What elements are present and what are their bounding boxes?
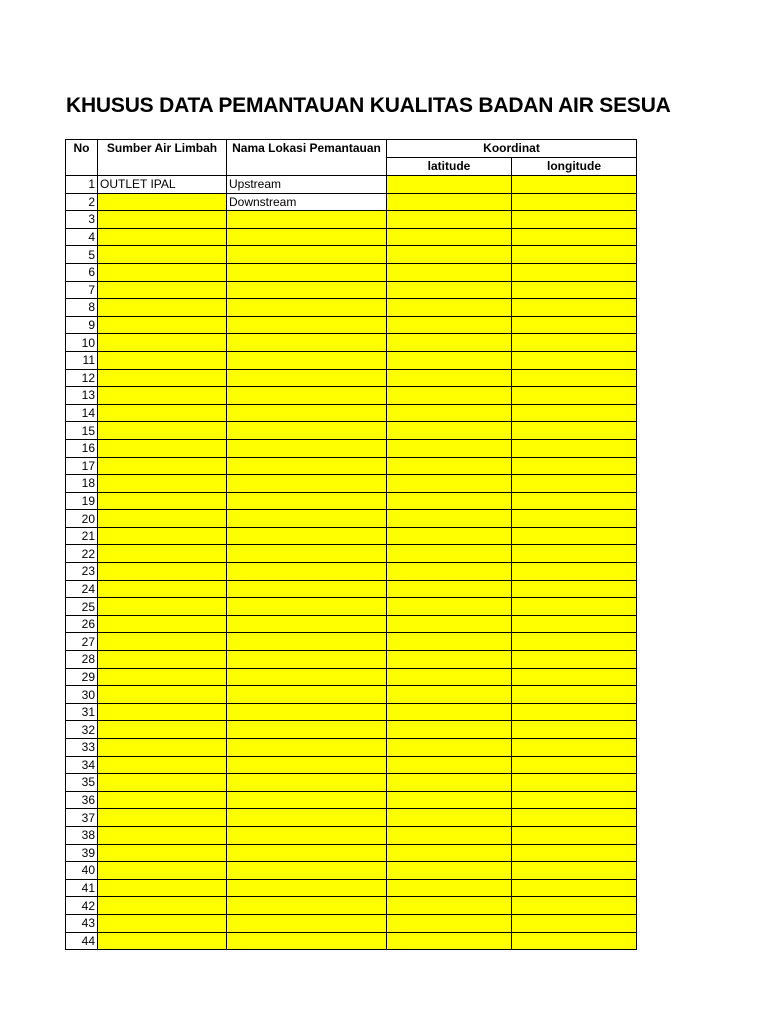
cell-sumber-air-limbah[interactable] bbox=[98, 686, 227, 704]
table-row bbox=[66, 334, 637, 352]
cell-nama-lokasi[interactable] bbox=[227, 299, 387, 317]
cell-no: 33 bbox=[66, 739, 98, 757]
cell-sumber-air-limbah[interactable] bbox=[98, 404, 227, 422]
cell-sumber-air-limbah[interactable] bbox=[98, 651, 227, 669]
cell-no: 17 bbox=[66, 457, 98, 475]
table-row bbox=[66, 369, 637, 387]
cell-no: 38 bbox=[66, 826, 98, 844]
cell-no: 12 bbox=[66, 369, 98, 387]
cell-longitude[interactable] bbox=[512, 563, 637, 581]
table-row bbox=[66, 826, 637, 844]
cell-longitude[interactable] bbox=[512, 263, 637, 281]
cell-nama-lokasi[interactable] bbox=[227, 651, 387, 669]
data-table bbox=[65, 139, 637, 950]
table-row bbox=[66, 809, 637, 827]
cell-latitude[interactable] bbox=[387, 545, 512, 563]
cell-nama-lokasi[interactable] bbox=[227, 756, 387, 774]
cell-nama-lokasi[interactable] bbox=[227, 439, 387, 457]
cell-nama-lokasi[interactable] bbox=[227, 791, 387, 809]
cell-sumber-air-limbah[interactable] bbox=[98, 527, 227, 545]
table-row bbox=[66, 897, 637, 915]
table-row bbox=[66, 281, 637, 299]
cell-sumber-air-limbah[interactable] bbox=[98, 721, 227, 739]
cell-nama-lokasi[interactable] bbox=[227, 263, 387, 281]
cell-sumber-air-limbah[interactable] bbox=[98, 809, 227, 827]
cell-sumber-air-limbah[interactable] bbox=[98, 334, 227, 352]
cell-no: 26 bbox=[66, 615, 98, 633]
table-row bbox=[66, 527, 637, 545]
cell-longitude[interactable] bbox=[512, 281, 637, 299]
cell-nama-lokasi[interactable] bbox=[227, 879, 387, 897]
table-row bbox=[66, 176, 637, 194]
cell-longitude[interactable] bbox=[512, 457, 637, 475]
cell-longitude[interactable] bbox=[512, 316, 637, 334]
table-row bbox=[66, 475, 637, 493]
cell-sumber-air-limbah[interactable] bbox=[98, 439, 227, 457]
document-title: KHUSUS DATA PEMANTAUAN KUALITAS BADAN AIR SESUA bbox=[66, 94, 671, 117]
table-row bbox=[66, 914, 637, 932]
cell-nama-lokasi[interactable] bbox=[227, 510, 387, 528]
cell-longitude[interactable] bbox=[512, 369, 637, 387]
cell-no: 5 bbox=[66, 246, 98, 264]
cell-longitude[interactable] bbox=[512, 580, 637, 598]
cell-latitude[interactable] bbox=[387, 404, 512, 422]
cell-longitude[interactable] bbox=[512, 351, 637, 369]
table-row bbox=[66, 492, 637, 510]
cell-longitude[interactable] bbox=[512, 791, 637, 809]
cell-sumber-air-limbah[interactable] bbox=[98, 756, 227, 774]
cell-longitude[interactable] bbox=[512, 721, 637, 739]
cell-longitude[interactable] bbox=[512, 527, 637, 545]
table-row bbox=[66, 633, 637, 651]
cell-longitude[interactable] bbox=[512, 299, 637, 317]
cell-no: 35 bbox=[66, 774, 98, 792]
cell-latitude[interactable] bbox=[387, 176, 512, 194]
cell-nama-lokasi[interactable] bbox=[227, 932, 387, 950]
cell-no: 1 bbox=[66, 176, 98, 194]
cell-latitude[interactable] bbox=[387, 351, 512, 369]
table-row bbox=[66, 228, 637, 246]
cell-no: 3 bbox=[66, 211, 98, 229]
cell-nama-lokasi[interactable] bbox=[227, 545, 387, 563]
cell-sumber-air-limbah[interactable] bbox=[98, 422, 227, 440]
header-longitude: longitude bbox=[512, 158, 637, 176]
cell-nama-lokasi[interactable] bbox=[227, 404, 387, 422]
cell-sumber-air-limbah[interactable] bbox=[98, 844, 227, 862]
cell-sumber-air-limbah[interactable] bbox=[98, 862, 227, 880]
cell-longitude[interactable] bbox=[512, 211, 637, 229]
cell-nama-lokasi[interactable] bbox=[227, 633, 387, 651]
cell-longitude[interactable] bbox=[512, 193, 637, 211]
table-row bbox=[66, 211, 637, 229]
cell-sumber-air-limbah[interactable] bbox=[98, 615, 227, 633]
cell-latitude[interactable] bbox=[387, 228, 512, 246]
cell-longitude[interactable] bbox=[512, 510, 637, 528]
cell-no: 42 bbox=[66, 897, 98, 915]
cell-latitude[interactable] bbox=[387, 563, 512, 581]
cell-nama-lokasi[interactable] bbox=[227, 334, 387, 352]
cell-no: 29 bbox=[66, 668, 98, 686]
table-row bbox=[66, 563, 637, 581]
cell-nama-lokasi[interactable] bbox=[227, 211, 387, 229]
header-nama-lokasi: Nama Lokasi Pemantauan bbox=[227, 140, 387, 176]
cell-latitude[interactable] bbox=[387, 263, 512, 281]
table-row bbox=[66, 299, 637, 317]
cell-sumber-air-limbah[interactable] bbox=[98, 774, 227, 792]
cell-no: 9 bbox=[66, 316, 98, 334]
cell-nama-lokasi[interactable] bbox=[227, 422, 387, 440]
table-row bbox=[66, 668, 637, 686]
table-row bbox=[66, 457, 637, 475]
cell-latitude[interactable] bbox=[387, 791, 512, 809]
cell-longitude[interactable] bbox=[512, 739, 637, 757]
cell-no: 14 bbox=[66, 404, 98, 422]
cell-latitude[interactable] bbox=[387, 668, 512, 686]
cell-no: 13 bbox=[66, 387, 98, 405]
cell-sumber-air-limbah[interactable] bbox=[98, 703, 227, 721]
cell-sumber-air-limbah[interactable] bbox=[98, 193, 227, 211]
table-row bbox=[66, 193, 637, 211]
cell-latitude[interactable] bbox=[387, 527, 512, 545]
table-row bbox=[66, 598, 637, 616]
cell-latitude[interactable] bbox=[387, 703, 512, 721]
cell-latitude[interactable] bbox=[387, 739, 512, 757]
cell-longitude[interactable] bbox=[512, 879, 637, 897]
cell-longitude[interactable] bbox=[512, 862, 637, 880]
table-row bbox=[66, 686, 637, 704]
cell-sumber-air-limbah[interactable] bbox=[98, 475, 227, 493]
cell-longitude[interactable] bbox=[512, 334, 637, 352]
cell-no: 6 bbox=[66, 263, 98, 281]
cell-latitude[interactable] bbox=[387, 879, 512, 897]
cell-no: 10 bbox=[66, 334, 98, 352]
table-row bbox=[66, 545, 637, 563]
cell-sumber-air-limbah[interactable] bbox=[98, 791, 227, 809]
cell-nama-lokasi[interactable] bbox=[227, 615, 387, 633]
cell-sumber-air-limbah[interactable] bbox=[98, 457, 227, 475]
cell-latitude[interactable] bbox=[387, 862, 512, 880]
cell-longitude[interactable] bbox=[512, 774, 637, 792]
cell-longitude[interactable] bbox=[512, 246, 637, 264]
table-row bbox=[66, 387, 637, 405]
cell-longitude[interactable] bbox=[512, 387, 637, 405]
table-row bbox=[66, 246, 637, 264]
cell-no: 34 bbox=[66, 756, 98, 774]
cell-longitude[interactable] bbox=[512, 615, 637, 633]
cell-no: 16 bbox=[66, 439, 98, 457]
cell-latitude[interactable] bbox=[387, 809, 512, 827]
cell-latitude[interactable] bbox=[387, 721, 512, 739]
cell-no: 19 bbox=[66, 492, 98, 510]
cell-sumber-air-limbah[interactable] bbox=[98, 633, 227, 651]
cell-sumber-air-limbah[interactable] bbox=[98, 668, 227, 686]
cell-latitude[interactable] bbox=[387, 422, 512, 440]
cell-longitude[interactable] bbox=[512, 686, 637, 704]
cell-no: 18 bbox=[66, 475, 98, 493]
cell-longitude[interactable] bbox=[512, 651, 637, 669]
header-koordinat: Koordinat bbox=[387, 140, 637, 158]
table-row bbox=[66, 404, 637, 422]
table-row bbox=[66, 422, 637, 440]
cell-latitude[interactable] bbox=[387, 580, 512, 598]
cell-no: 41 bbox=[66, 879, 98, 897]
cell-nama-lokasi[interactable] bbox=[227, 369, 387, 387]
table-row bbox=[66, 844, 637, 862]
cell-nama-lokasi[interactable] bbox=[227, 826, 387, 844]
table-row bbox=[66, 615, 637, 633]
cell-no: 37 bbox=[66, 809, 98, 827]
cell-nama-lokasi[interactable] bbox=[227, 686, 387, 704]
cell-nama-lokasi[interactable] bbox=[227, 844, 387, 862]
cell-latitude[interactable] bbox=[387, 774, 512, 792]
cell-sumber-air-limbah[interactable] bbox=[98, 932, 227, 950]
cell-sumber-air-limbah[interactable] bbox=[98, 545, 227, 563]
table-row bbox=[66, 510, 637, 528]
cell-no: 4 bbox=[66, 228, 98, 246]
cell-nama-lokasi[interactable] bbox=[227, 351, 387, 369]
cell-latitude[interactable] bbox=[387, 756, 512, 774]
table-row bbox=[66, 932, 637, 950]
header-sumber-air-limbah: Sumber Air Limbah bbox=[98, 140, 227, 176]
cell-latitude[interactable] bbox=[387, 211, 512, 229]
header-no: No bbox=[66, 140, 98, 176]
cell-no: 27 bbox=[66, 633, 98, 651]
cell-nama-lokasi[interactable] bbox=[227, 563, 387, 581]
cell-latitude[interactable] bbox=[387, 369, 512, 387]
cell-no: 31 bbox=[66, 703, 98, 721]
cell-latitude[interactable] bbox=[387, 844, 512, 862]
cell-latitude[interactable] bbox=[387, 439, 512, 457]
cell-no: 20 bbox=[66, 510, 98, 528]
cell-sumber-air-limbah[interactable] bbox=[98, 510, 227, 528]
cell-sumber-air-limbah[interactable] bbox=[98, 879, 227, 897]
cell-latitude[interactable] bbox=[387, 246, 512, 264]
cell-longitude[interactable] bbox=[512, 439, 637, 457]
cell-no: 22 bbox=[66, 545, 98, 563]
cell-latitude[interactable] bbox=[387, 475, 512, 493]
table-row bbox=[66, 791, 637, 809]
cell-latitude[interactable] bbox=[387, 651, 512, 669]
cell-sumber-air-limbah[interactable] bbox=[98, 351, 227, 369]
table-row bbox=[66, 580, 637, 598]
table-row bbox=[66, 316, 637, 334]
cell-latitude[interactable] bbox=[387, 193, 512, 211]
cell-no: 2 bbox=[66, 193, 98, 211]
cell-sumber-air-limbah[interactable] bbox=[98, 211, 227, 229]
cell-nama-lokasi[interactable] bbox=[227, 281, 387, 299]
header-row bbox=[66, 140, 637, 158]
cell-longitude[interactable] bbox=[512, 668, 637, 686]
table-row bbox=[66, 351, 637, 369]
cell-nama-lokasi[interactable] bbox=[227, 492, 387, 510]
cell-no: 24 bbox=[66, 580, 98, 598]
cell-longitude[interactable] bbox=[512, 756, 637, 774]
cell-sumber-air-limbah[interactable] bbox=[98, 826, 227, 844]
cell-latitude[interactable] bbox=[387, 826, 512, 844]
cell-nama-lokasi[interactable] bbox=[227, 228, 387, 246]
header-latitude: latitude bbox=[387, 158, 512, 176]
cell-latitude[interactable] bbox=[387, 281, 512, 299]
cell-longitude[interactable] bbox=[512, 492, 637, 510]
cell-no: 30 bbox=[66, 686, 98, 704]
table-row bbox=[66, 879, 637, 897]
cell-nama-lokasi[interactable] bbox=[227, 774, 387, 792]
cell-sumber-air-limbah[interactable] bbox=[98, 316, 227, 334]
cell-sumber-air-limbah[interactable] bbox=[98, 897, 227, 915]
table-row bbox=[66, 739, 637, 757]
cell-nama-lokasi[interactable] bbox=[227, 703, 387, 721]
cell-no: 25 bbox=[66, 598, 98, 616]
cell-sumber-air-limbah[interactable] bbox=[98, 387, 227, 405]
cell-latitude[interactable] bbox=[387, 492, 512, 510]
cell-longitude[interactable] bbox=[512, 809, 637, 827]
cell-no: 23 bbox=[66, 563, 98, 581]
cell-longitude[interactable] bbox=[512, 475, 637, 493]
cell-longitude[interactable] bbox=[512, 914, 637, 932]
cell-latitude[interactable] bbox=[387, 316, 512, 334]
cell-latitude[interactable] bbox=[387, 633, 512, 651]
cell-latitude[interactable] bbox=[387, 387, 512, 405]
cell-sumber-air-limbah[interactable] bbox=[98, 281, 227, 299]
cell-longitude[interactable] bbox=[512, 897, 637, 915]
cell-nama-lokasi[interactable] bbox=[227, 862, 387, 880]
cell-nama-lokasi[interactable] bbox=[227, 527, 387, 545]
cell-longitude[interactable] bbox=[512, 844, 637, 862]
cell-longitude[interactable] bbox=[512, 404, 637, 422]
cell-latitude[interactable] bbox=[387, 457, 512, 475]
cell-sumber-air-limbah[interactable] bbox=[98, 369, 227, 387]
cell-no: 21 bbox=[66, 527, 98, 545]
table-row bbox=[66, 703, 637, 721]
cell-longitude[interactable] bbox=[512, 703, 637, 721]
cell-no: 39 bbox=[66, 844, 98, 862]
cell-nama-lokasi[interactable] bbox=[227, 246, 387, 264]
cell-latitude[interactable] bbox=[387, 510, 512, 528]
cell-nama-lokasi[interactable] bbox=[227, 914, 387, 932]
table-row bbox=[66, 263, 637, 281]
cell-longitude[interactable] bbox=[512, 176, 637, 194]
cell-sumber-air-limbah[interactable]: OUTLET IPAL bbox=[98, 176, 227, 194]
table-row bbox=[66, 651, 637, 669]
table-row bbox=[66, 756, 637, 774]
cell-no: 32 bbox=[66, 721, 98, 739]
cell-latitude[interactable] bbox=[387, 932, 512, 950]
cell-no: 40 bbox=[66, 862, 98, 880]
cell-nama-lokasi[interactable] bbox=[227, 580, 387, 598]
cell-nama-lokasi[interactable] bbox=[227, 475, 387, 493]
cell-longitude[interactable] bbox=[512, 598, 637, 616]
cell-no: 43 bbox=[66, 914, 98, 932]
cell-longitude[interactable] bbox=[512, 826, 637, 844]
cell-sumber-air-limbah[interactable] bbox=[98, 598, 227, 616]
cell-longitude[interactable] bbox=[512, 932, 637, 950]
cell-latitude[interactable] bbox=[387, 598, 512, 616]
cell-nama-lokasi[interactable] bbox=[227, 809, 387, 827]
cell-latitude[interactable] bbox=[387, 615, 512, 633]
cell-longitude[interactable] bbox=[512, 545, 637, 563]
cell-longitude[interactable] bbox=[512, 228, 637, 246]
table-row bbox=[66, 439, 637, 457]
cell-sumber-air-limbah[interactable] bbox=[98, 299, 227, 317]
cell-no: 36 bbox=[66, 791, 98, 809]
cell-no: 15 bbox=[66, 422, 98, 440]
cell-sumber-air-limbah[interactable] bbox=[98, 246, 227, 264]
cell-latitude[interactable] bbox=[387, 897, 512, 915]
cell-no: 28 bbox=[66, 651, 98, 669]
cell-sumber-air-limbah[interactable] bbox=[98, 492, 227, 510]
cell-latitude[interactable] bbox=[387, 299, 512, 317]
cell-sumber-air-limbah[interactable] bbox=[98, 263, 227, 281]
cell-nama-lokasi[interactable] bbox=[227, 739, 387, 757]
table-row bbox=[66, 721, 637, 739]
cell-sumber-air-limbah[interactable] bbox=[98, 739, 227, 757]
cell-nama-lokasi[interactable] bbox=[227, 897, 387, 915]
cell-sumber-air-limbah[interactable] bbox=[98, 563, 227, 581]
table-row bbox=[66, 862, 637, 880]
cell-nama-lokasi[interactable] bbox=[227, 457, 387, 475]
cell-nama-lokasi[interactable]: Downstream bbox=[227, 193, 387, 211]
cell-nama-lokasi[interactable] bbox=[227, 721, 387, 739]
cell-no: 7 bbox=[66, 281, 98, 299]
cell-latitude[interactable] bbox=[387, 914, 512, 932]
cell-sumber-air-limbah[interactable] bbox=[98, 914, 227, 932]
cell-longitude[interactable] bbox=[512, 633, 637, 651]
cell-nama-lokasi[interactable] bbox=[227, 387, 387, 405]
cell-latitude[interactable] bbox=[387, 334, 512, 352]
cell-nama-lokasi[interactable]: Upstream bbox=[227, 176, 387, 194]
cell-no: 8 bbox=[66, 299, 98, 317]
table-body bbox=[66, 176, 637, 950]
cell-longitude[interactable] bbox=[512, 422, 637, 440]
cell-nama-lokasi[interactable] bbox=[227, 316, 387, 334]
cell-no: 11 bbox=[66, 351, 98, 369]
cell-sumber-air-limbah[interactable] bbox=[98, 228, 227, 246]
cell-nama-lokasi[interactable] bbox=[227, 668, 387, 686]
cell-sumber-air-limbah[interactable] bbox=[98, 580, 227, 598]
cell-no: 44 bbox=[66, 932, 98, 950]
cell-latitude[interactable] bbox=[387, 686, 512, 704]
cell-nama-lokasi[interactable] bbox=[227, 598, 387, 616]
table-row bbox=[66, 774, 637, 792]
